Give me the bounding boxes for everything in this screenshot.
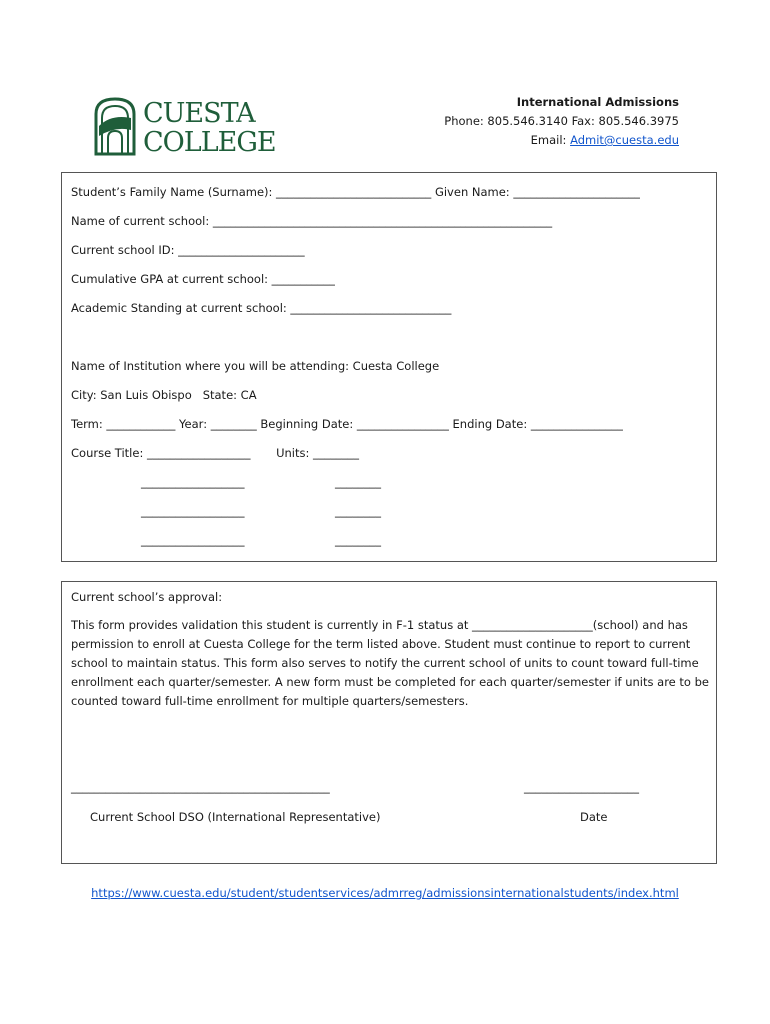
term-dates-field: Term: ____________ Year: ________ Beginning Date: ________________ Ending Date: ________________ (71, 417, 623, 431)
date-line: ____________________ (524, 780, 639, 794)
cuesta-college-logo (93, 96, 276, 158)
course-blank-1: __________________ (141, 475, 245, 489)
logo-line-1: CUESTA (143, 98, 255, 129)
school-approval-section (61, 581, 717, 864)
current-school-field: Name of current school: ___________________________________________________________ (71, 214, 553, 228)
units-blank-3: ________ (335, 533, 381, 547)
signature-line: _____________________________________________ (71, 780, 330, 794)
school-id-field: Current school ID: ______________________ (71, 243, 305, 257)
mission-arch-icon (93, 96, 137, 156)
institution-name: Name of Institution where you will be attending: Cuesta College (71, 359, 440, 373)
approval-heading: Current school’s approval: (71, 590, 223, 604)
approval-paragraph: This form provides validation this student is currently in F-1 status at _____________________(school) and has permission to enroll at Cuesta College for the term listed above. Student must continue to report to current school to maintain status. This form also serves to notify the current school of units to count toward full-time enrollment each quarter/semester. A new form must be completed for each quarter/semester if units are to be counted toward full-time enrollment for multiple quarters/semesters. (71, 618, 709, 708)
logo-wordmark (143, 100, 276, 156)
gpa-field: Cumulative GPA at current school: ___________ (71, 272, 335, 286)
email-link[interactable]: Admit@cuesta.edu (570, 133, 679, 147)
course-blank-2: __________________ (141, 504, 245, 518)
student-info-section (61, 172, 717, 562)
course-title-field: Course Title: __________________ Units: ________ (71, 446, 359, 460)
units-blank-2: ________ (335, 504, 381, 518)
contact-block (444, 93, 679, 150)
footer-url-link[interactable]: https://www.cuesta.edu/student/studentservices/admrreg/admissionsinternationalstudents/index.html (91, 886, 679, 900)
family-name-field: Student’s Family Name (Surname): ___________________________ Given Name: ______________________ (71, 185, 640, 199)
email-line (444, 131, 679, 150)
signature-label: Current School DSO (International Representative) (90, 810, 381, 824)
units-blank-1: ________ (335, 475, 381, 489)
email-label: Email: (530, 133, 571, 147)
academic-standing-field: Academic Standing at current school: ____________________________ (71, 301, 452, 315)
date-label: Date (580, 810, 608, 824)
phone-fax: Phone: 805.546.3140 Fax: 805.546.3975 (444, 114, 679, 128)
header-title: International Admissions (516, 95, 679, 109)
course-blank-3: __________________ (141, 533, 245, 547)
footer (0, 886, 770, 900)
logo-line-2: COLLEGE (143, 127, 276, 158)
city-state: City: San Luis Obispo State: CA (71, 388, 257, 402)
